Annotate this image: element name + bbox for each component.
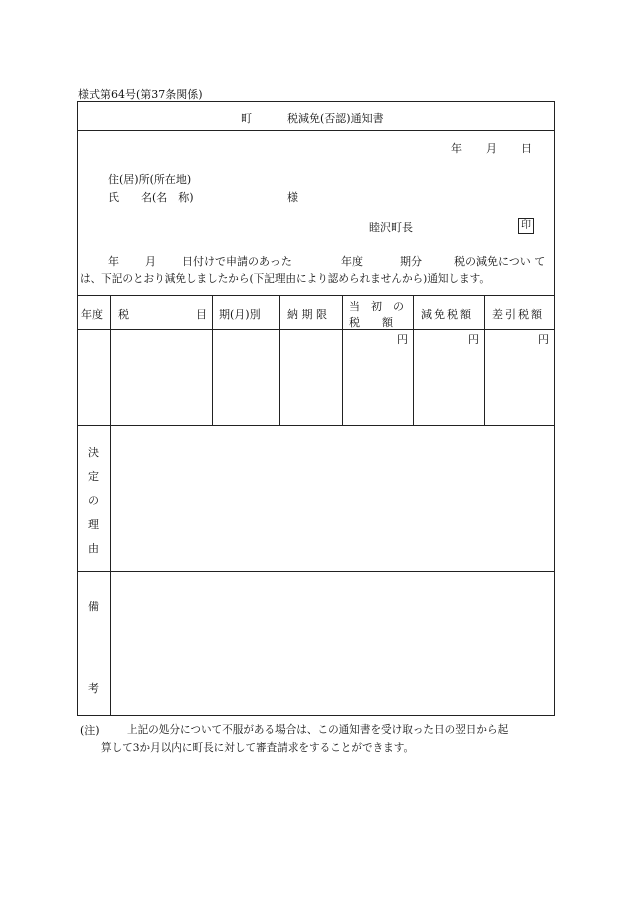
seal-icon: 印 (518, 218, 534, 234)
reason-label-char: の (88, 494, 99, 507)
note-line2: 算して3か月以内に町長に対して審査請求をすることができます。 (101, 742, 415, 754)
issuer-name: 睦沢町長 (369, 221, 413, 234)
honorific: 様 (287, 191, 298, 204)
body-date-suffix: 日付けで申請のあった (182, 255, 292, 268)
address-label: 住(居)所(所在地) (108, 173, 192, 186)
header-tax-item-right: 目 (196, 308, 207, 321)
note-prefix: (注) (80, 724, 100, 737)
date-day: 日 (521, 142, 532, 155)
col-divider-1 (110, 295, 111, 716)
date-year: 年 (451, 142, 462, 155)
col-divider-5 (413, 295, 414, 425)
body-month: 月 (145, 255, 156, 268)
col-divider-3 (279, 295, 280, 425)
unit-initial: 円 (397, 333, 408, 346)
body-fiscal-year: 年度 (341, 255, 363, 268)
col-divider-4 (342, 295, 343, 425)
unit-balance: 円 (538, 333, 549, 346)
remarks-label-char: 考 (88, 682, 99, 695)
title-prefix: 町 (241, 112, 252, 125)
date-month: 月 (486, 142, 497, 155)
note-line1: 上記の処分について不服がある場合は、この通知書を受け取った日の翌日から起 (127, 724, 509, 736)
header-balance: 差引税額 (492, 308, 544, 321)
body-line2: は、下記のとおり減免しましたから(下記理由により認められませんから)通知します。 (80, 273, 490, 285)
body-period: 期分 (400, 255, 422, 268)
unit-reduced: 円 (468, 333, 479, 346)
header-initial-top: 当 初 の (349, 300, 404, 313)
remarks-label-char: 備 (88, 600, 99, 613)
form-number: 様式第64号(第37条関係) (78, 88, 203, 101)
data-bottom-border (77, 425, 555, 426)
col-divider-2 (212, 295, 213, 425)
header-period: 期(月)別 (219, 308, 261, 321)
header-due: 納 期 限 (287, 308, 327, 321)
reason-bottom-border (77, 571, 555, 572)
col-divider-6 (484, 295, 485, 425)
reason-label-char: 理 (88, 518, 99, 531)
reason-label-char: 決 (88, 446, 99, 459)
header-year: 年度 (81, 308, 103, 321)
page-title: 税減免(否認)通知書 (287, 112, 384, 125)
header-initial-bottom: 税 額 (349, 316, 393, 329)
header-reduced: 減免税額 (421, 308, 473, 321)
name-label: 氏 名(名 称) (108, 191, 194, 204)
reason-label-char: 定 (88, 470, 99, 483)
reason-label-char: 由 (88, 542, 99, 555)
body-text-end: 税の減免につい て (454, 255, 546, 268)
header-tax-item-left: 税 (118, 308, 129, 321)
title-divider (77, 130, 555, 131)
body-year: 年 (108, 255, 119, 268)
